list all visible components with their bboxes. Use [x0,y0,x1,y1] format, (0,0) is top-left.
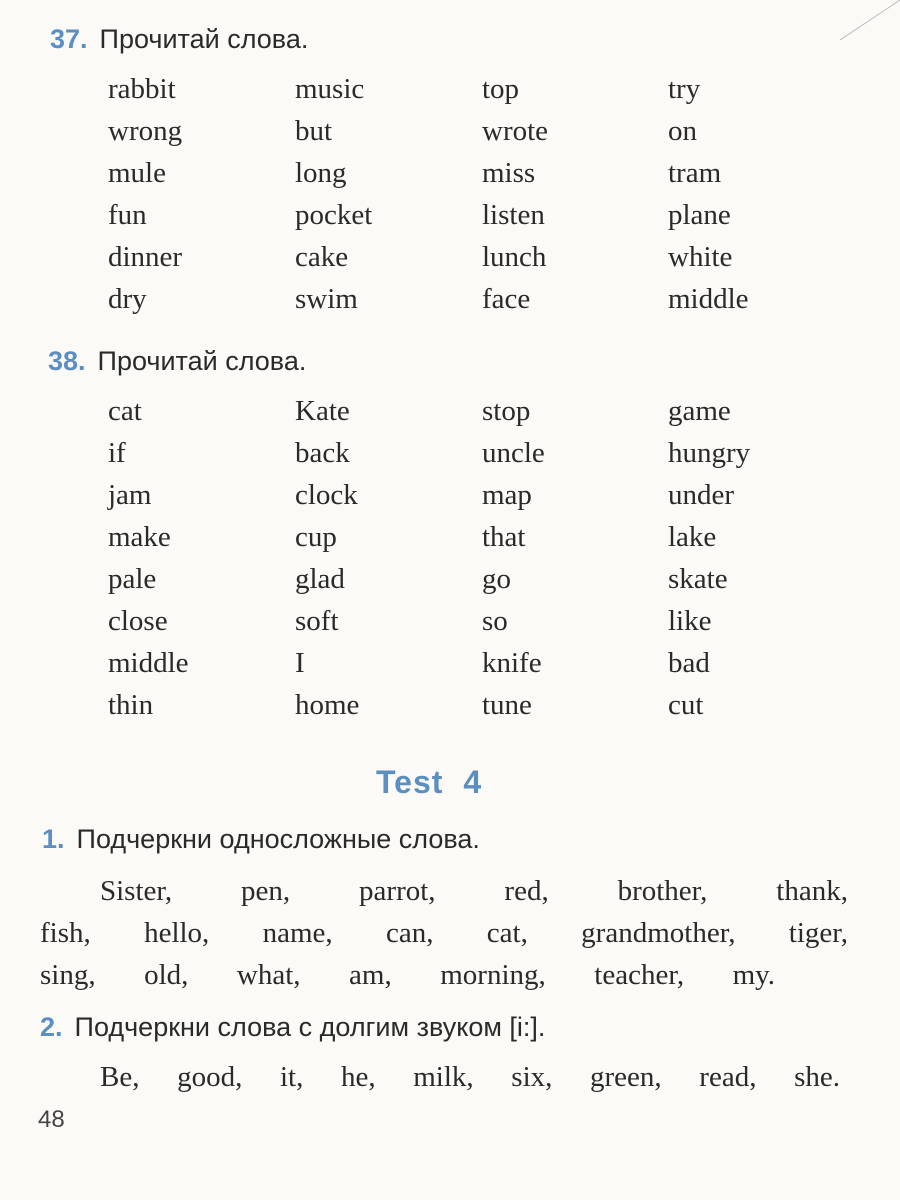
word: rabbit [108,73,176,105]
word: that [482,521,526,553]
word: swim [295,283,358,315]
word: pocket [295,199,373,231]
word: thin [108,689,154,721]
word-row [0,278,900,320]
word: listen [482,199,545,231]
word: jam [108,479,152,511]
exercise-37-heading [50,24,308,55]
word-row [0,558,900,600]
word: music [295,73,365,105]
word: lunch [482,241,547,273]
word: cake [295,241,349,273]
exercise-number: 37. [50,24,88,54]
word: back [295,437,350,469]
exercise-instruction: Прочитай слова. [99,24,309,54]
word: go [482,563,511,595]
exercise-37-word-table [0,68,900,320]
word: pale [108,563,157,595]
word: make [108,521,171,553]
word: skate [668,563,728,595]
word: uncle [482,437,545,469]
word: game [668,395,731,427]
task-number: 1. [42,824,65,854]
word: dry [108,283,147,315]
word-row [0,194,900,236]
word: bad [668,647,710,679]
word: middle [108,647,189,679]
word: so [482,605,508,637]
word-line: Be, good, it, he, milk, six, green, read, she. [100,1061,840,1093]
word: I [295,647,305,679]
word: cat [108,395,142,427]
word: on [668,115,697,147]
word-row [0,642,900,684]
word: cup [295,521,337,553]
word: Kate [295,395,350,427]
word: top [482,73,520,105]
word: wrote [482,115,549,147]
word: hungry [668,437,751,469]
word: mule [108,157,166,189]
exercise-38-word-table [0,390,900,726]
word: lake [668,521,717,553]
word-row [0,474,900,516]
word-row [0,110,900,152]
word: tune [482,689,532,721]
word-row [0,684,900,726]
word-row [0,390,900,432]
word: tram [668,157,722,189]
word: home [295,689,360,721]
word: cut [668,689,704,721]
task-2-words [100,1056,840,1098]
test-title: Test 4 [376,764,483,800]
word-line: Sister, pen, parrot, red, brother, thank, [100,875,848,907]
word-row [0,68,900,110]
word: miss [482,157,536,189]
word-row [0,516,900,558]
word: soft [295,605,339,637]
word: clock [295,479,358,511]
word: try [668,73,701,105]
word: fun [108,199,147,231]
exercise-instruction: Прочитай слова. [97,346,307,376]
task-instruction: Подчеркни односложные слова. [76,824,480,854]
page-number: 48 [38,1106,65,1133]
word: close [108,605,168,637]
word-row [0,432,900,474]
word: map [482,479,532,511]
page-corner-line [840,0,900,40]
word: middle [668,283,749,315]
word: glad [295,563,345,595]
exercise-number: 38. [48,346,86,376]
word: plane [668,199,731,231]
word-row [0,236,900,278]
word: wrong [108,115,183,147]
word: white [668,241,733,273]
word: dinner [108,241,183,273]
task-1-heading [42,824,480,855]
word: under [668,479,735,511]
word: but [295,115,333,147]
task-number: 2. [40,1012,63,1042]
word-line: sing, old, what, am, morning, teacher, my. [40,959,775,991]
word-line: fish, hello, name, can, cat, grandmother, tiger, [40,917,848,949]
exercise-38-heading [48,346,306,377]
word-row [0,152,900,194]
word: long [295,157,347,189]
word: like [668,605,712,637]
word-row [0,600,900,642]
word: if [108,437,126,469]
task-2-heading [40,1012,545,1043]
word: knife [482,647,542,679]
word: face [482,283,531,315]
word: stop [482,395,531,427]
task-1-words [40,870,848,996]
task-instruction: Подчеркни слова с долгим звуком [i:]. [74,1012,546,1042]
